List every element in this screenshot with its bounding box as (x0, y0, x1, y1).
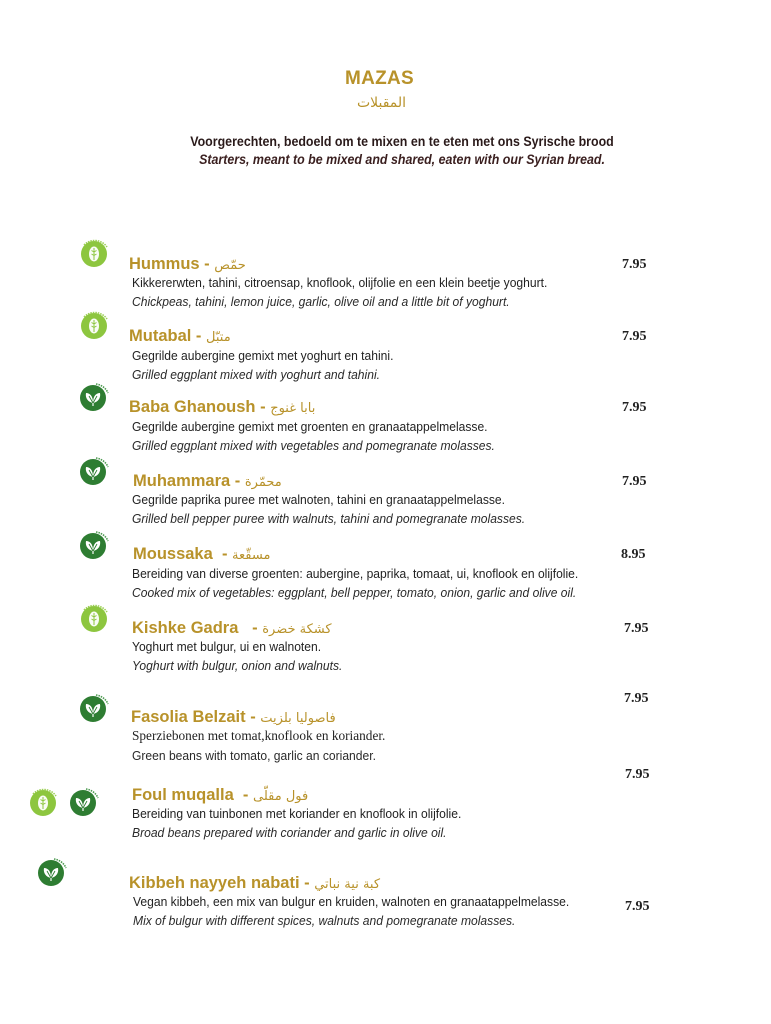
vegetarian-badge-icon (28, 786, 58, 816)
item-description-english: Chickpeas, tahini, lemon juice, garlic, olive oil and a little bit of yoghurt. (132, 294, 510, 309)
item-description-english: Grilled eggplant mixed with yoghurt and tahini. (132, 367, 380, 382)
item-description-english: Grilled bell pepper puree with walnuts, tahini and pomegranate molasses. (132, 511, 526, 526)
item-name: Foul muqalla (132, 786, 234, 804)
item-description-dutch: Sperziebonen met tomat,knoflook en koriander. (132, 729, 386, 744)
item-description-dutch: Kikkererwten, tahini, citroensap, knoflook, olijfolie en een klein beetje yoghurt. (132, 275, 548, 290)
item-price: 7.95 (624, 691, 649, 706)
item-description-dutch: Gegrilde aubergine gemixt met groenten en granaatappelmelasse. (132, 419, 488, 434)
vegan-badge-icon (78, 455, 108, 485)
vegetarian-badge-icon (79, 309, 109, 339)
item-name: Muhammara (133, 472, 231, 490)
item-description-english: Yoghurt with bulgur, onion and walnuts. (132, 658, 343, 673)
item-price: 7.95 (625, 899, 650, 914)
item-description-english: Grilled eggplant mixed with vegetables and pomegranate molasses. (132, 438, 495, 453)
item-description-english: Cooked mix of vegetables: eggplant, bell pepper, tomato, onion, garlic and olive oil. (132, 585, 577, 600)
intro-dutch: Voorgerechten, bedoeld om te mixen en te eten met ons Syrische brood (190, 134, 614, 149)
item-description-dutch: Bereiding van diverse groenten: aubergine, paprika, tomaat, ui, knoflook en olijfolie. (132, 566, 579, 581)
item-price: 8.95 (621, 547, 646, 562)
item-name-arabic: فاصوليا بلزيت (260, 711, 336, 726)
vegan-badge-icon (68, 786, 98, 816)
item-name: Kishke Gadra (132, 619, 239, 637)
item-price: 7.95 (622, 400, 647, 415)
item-description-english: Mix of bulgur with different spices, walnuts and pomegranate molasses. (133, 913, 516, 928)
item-price: 7.95 (625, 767, 650, 782)
item-price: 7.95 (624, 621, 649, 636)
vegetarian-badge-icon (79, 602, 109, 632)
item-description-english: Green beans with tomato, garlic an coriander. (132, 748, 376, 763)
vegan-badge-icon (36, 856, 66, 886)
item-name-arabic: مسقّعة (232, 548, 271, 563)
item-name-arabic: كشكة خضرة (262, 622, 332, 637)
item-name-arabic: متبّل (206, 330, 231, 345)
item-price: 7.95 (622, 474, 647, 489)
item-name-arabic: فول مقلّى (253, 789, 309, 804)
intro-english: Starters, meant to be mixed and shared, eaten with our Syrian bread. (199, 152, 605, 167)
item-name: Kibbeh nayyeh nabati (129, 874, 300, 892)
item-name: Moussaka (133, 545, 213, 563)
item-name: Baba Ghanoush (129, 398, 256, 416)
item-name-arabic: حمّص (214, 258, 246, 273)
item-description-dutch: Yoghurt met bulgur, ui en walnoten. (132, 639, 322, 654)
item-price: 7.95 (622, 329, 647, 344)
item-name-arabic: بابا غنوج (270, 401, 316, 416)
item-description-dutch: Vegan kibbeh, een mix van bulgur en kruiden, walnoten en granaatappelmelasse. (133, 894, 570, 909)
item-price: 7.95 (622, 257, 647, 272)
item-name: Fasolia Belzait (131, 708, 246, 726)
item-description-dutch: Bereiding van tuinbonen met koriander en knoflook in olijfolie. (132, 806, 462, 821)
page-title-arabic: المقبلات (356, 95, 407, 111)
item-name: Hummus (129, 255, 200, 273)
item-name-arabic: كبة نية نباتي (314, 877, 381, 892)
vegan-badge-icon (78, 692, 108, 722)
item-description-dutch: Gegrilde paprika puree met walnoten, tahini en granaatappelmelasse. (132, 492, 506, 507)
vegan-badge-icon (78, 381, 108, 411)
vegan-badge-icon (78, 529, 108, 559)
vegetarian-badge-icon (79, 237, 109, 267)
page-title: MAZAS (344, 68, 415, 89)
item-description-dutch: Gegrilde aubergine gemixt met yoghurt en tahini. (132, 348, 394, 363)
item-description-english: Broad beans prepared with coriander and garlic in olive oil. (132, 825, 447, 840)
item-name-arabic: محمّرة (244, 475, 282, 490)
item-name: Mutabal (129, 327, 192, 345)
